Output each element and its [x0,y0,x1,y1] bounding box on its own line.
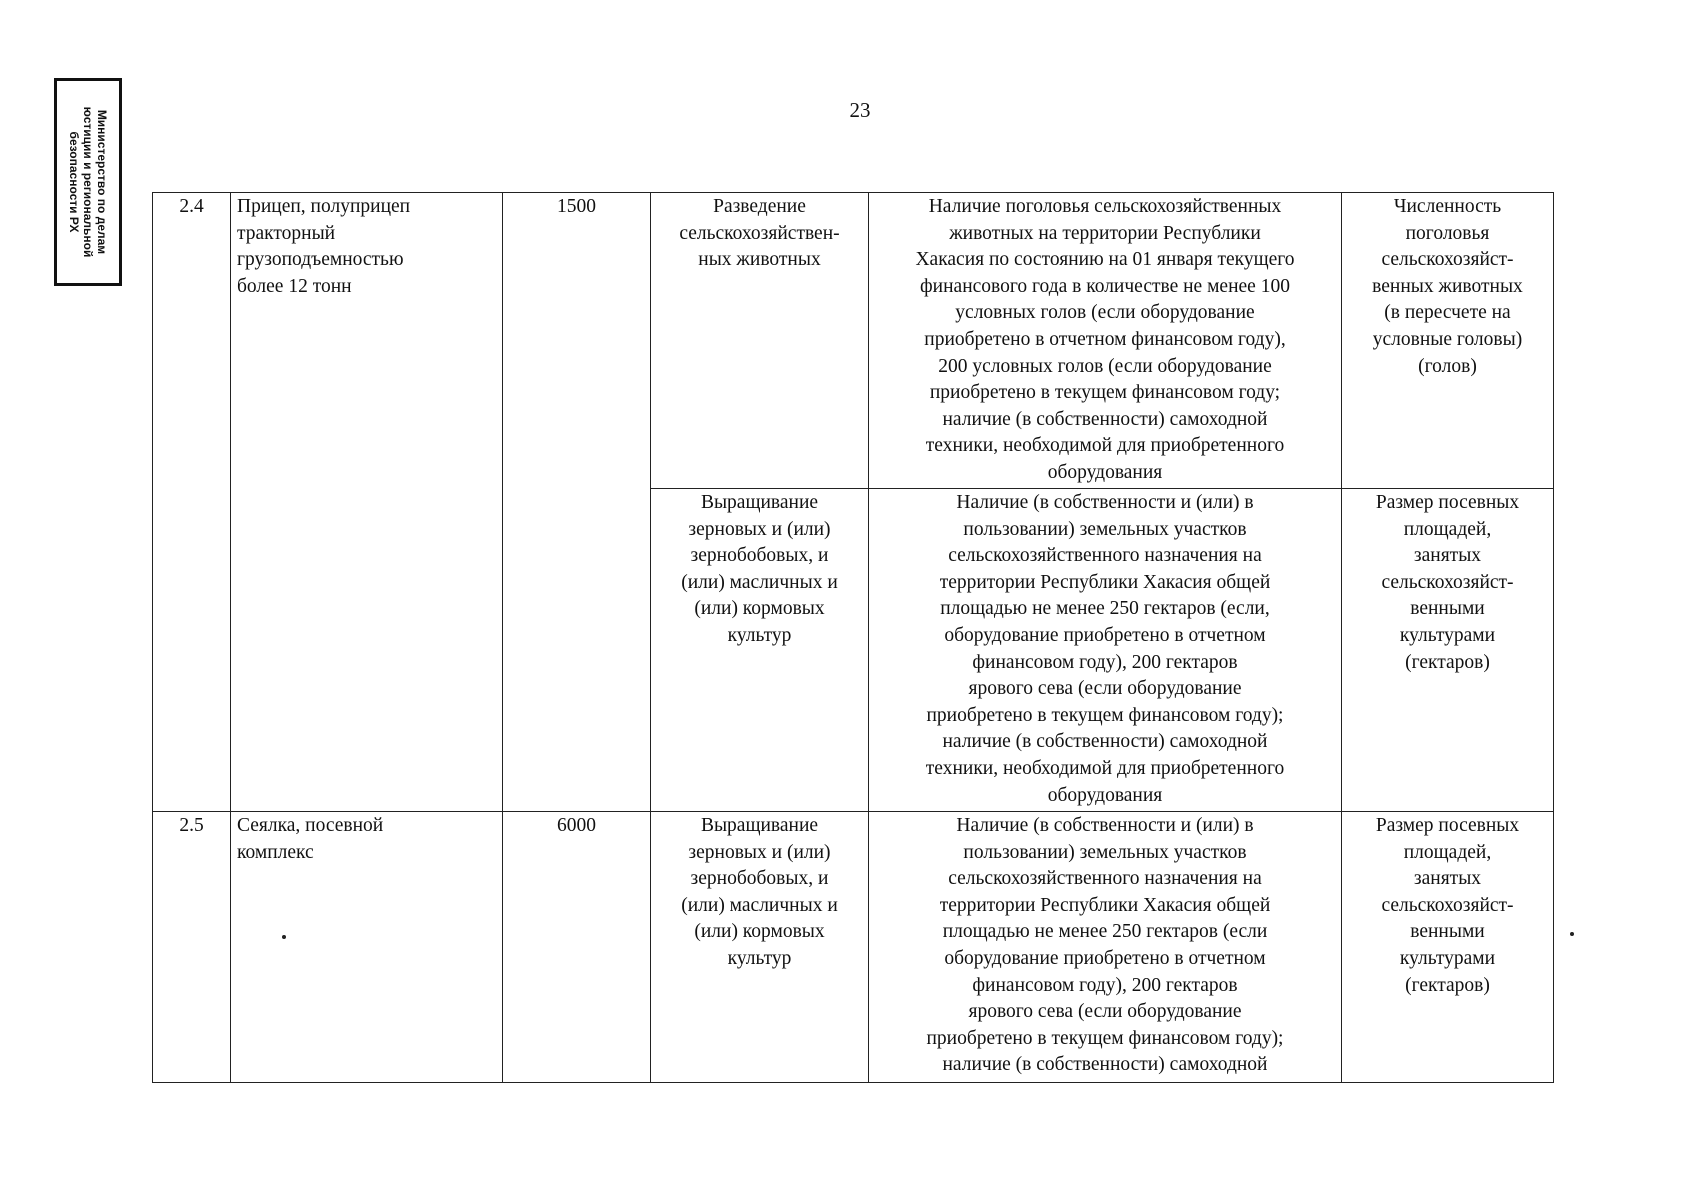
equipment-name-cell: Сеялка, посевной комплекс [231,812,503,1083]
condition-cell: Наличие (в собственности и (или) в пользовании) земельных участков сельскохозяйственного назначения на территории Республики Хакасия общей площадью не менее 250 гектаров (если оборудование приобретено в отчетном финансовом году), 200 гектаров ярового сева (если оборудование приобретено в текущем финансовом году); наличие (в собственности) самоходной [869,812,1342,1083]
indicator-cell: Размер посевных площадей, занятых сельскохозяйст- венными культурами (гектаров) [1342,489,1554,812]
indicator-cell: Численность поголовья сельскохозяйст- венных животных (в пересчете на условные головы) (голов) [1342,193,1554,489]
stamp-text [67,84,109,280]
condition-cell: Наличие поголовья сельскохозяйственных животных на территории Республики Хакасия по состоянию на 01 января текущего финансового года в количестве не менее 100 условных голов (если оборудование приобретено в отчетном финансовом году), 200 условных голов (если оборудование приобретено в текущем финансовом году; наличие (в собственности) самоходной техники, необходимой для приобретенного оборудования [869,193,1342,489]
activity-cell: Разведение сельскохозяйствен- ных животных [651,193,869,489]
page-number: 23 [849,98,871,122]
row-number-cell: 2.4 [153,193,231,812]
scan-speck [1570,932,1574,936]
stamp-line: безопасности РХ [67,131,81,233]
stamp-line: юстиции и региональной [81,106,95,258]
equipment-table [152,192,1554,1083]
amount-cell: 6000 [503,812,651,1083]
equipment-name-cell: Прицеп, полуприцеп тракторный грузоподъемностью более 12 тонн [231,193,503,812]
ministry-stamp [54,78,122,286]
activity-cell: Выращивание зерновых и (или) зернобобовых, и (или) масличных и (или) кормовых культур [651,489,869,812]
activity-cell: Выращивание зерновых и (или) зернобобовых, и (или) масличных и (или) кормовых культур [651,812,869,1083]
stamp-line: Министерство по делам [95,109,109,255]
amount-cell: 1500 [503,193,651,812]
table-row [153,812,1554,1083]
table-row [153,193,1554,489]
scan-speck [282,935,286,939]
condition-cell: Наличие (в собственности и (или) в пользовании) земельных участков сельскохозяйственного назначения на территории Республики Хакасия общей площадью не менее 250 гектаров (если, оборудование приобретено в отчетном финансовом году), 200 гектаров ярового сева (если оборудование приобретено в текущем финансовом году); наличие (в собственности) самоходной техники, необходимой для приобретенного оборудования [869,489,1342,812]
indicator-cell: Размер посевных площадей, занятых сельскохозяйст- венными культурами (гектаров) [1342,812,1554,1083]
row-number-cell: 2.5 [153,812,231,1083]
